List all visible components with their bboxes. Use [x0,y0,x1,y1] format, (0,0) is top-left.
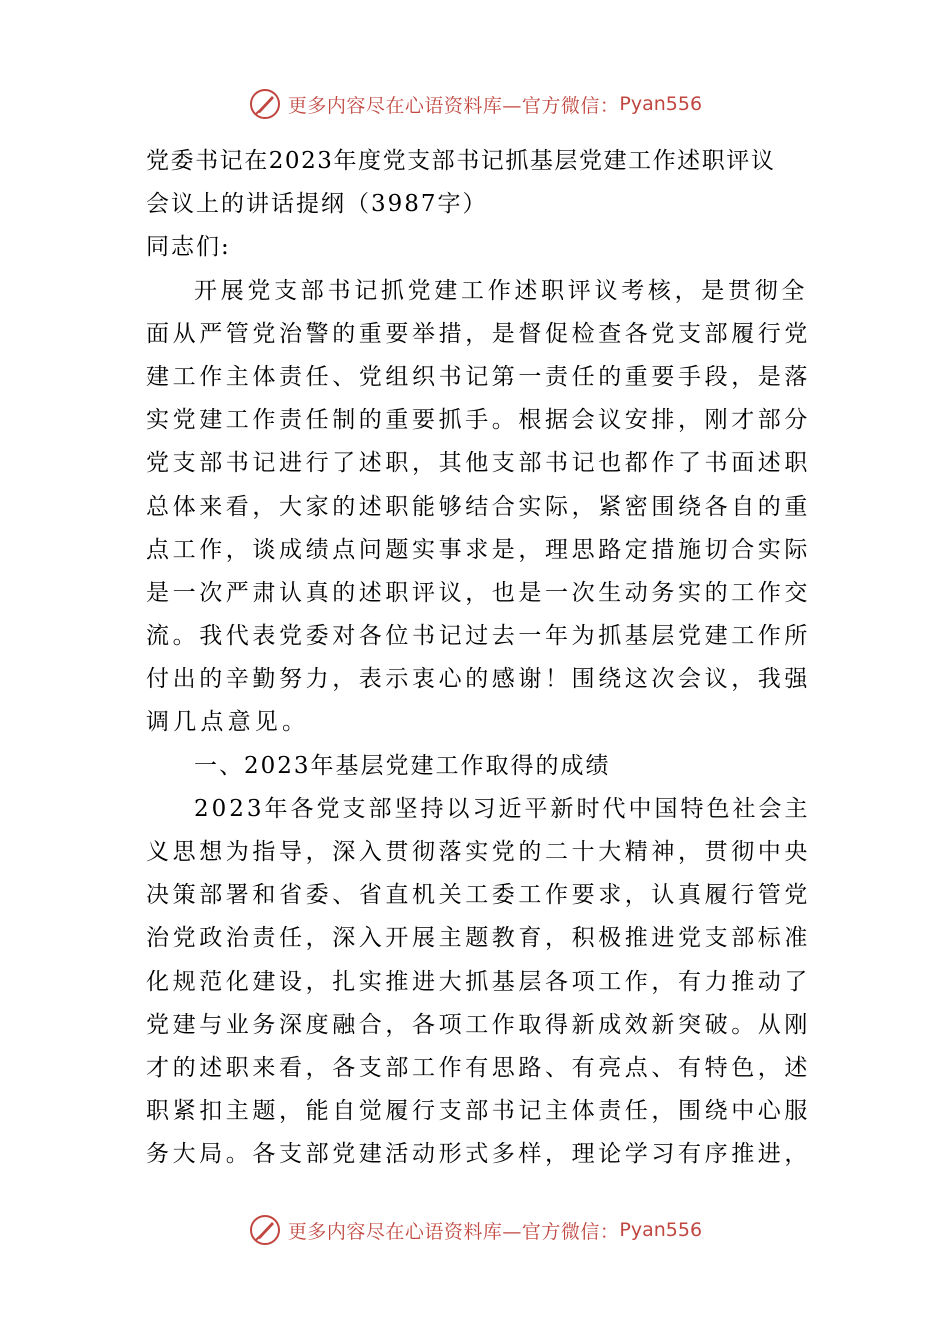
paragraph-1 [146,270,812,745]
paragraph-line [146,658,812,701]
paragraph-line [146,961,812,1004]
paragraph-line [146,572,812,615]
salutation [146,226,812,269]
paragraph-line [146,313,812,356]
line-text: 党支部书记进行了述职，其他支部书记也都作了书面述职 [146,450,811,477]
paragraph-line [146,831,812,874]
line-text: 是一次严肃认真的述职评议，也是一次生动务实的工作交 [146,579,811,606]
paragraph-line [146,1090,812,1133]
line-text: 实党建工作责任制的重要抓手。根据会议安排，刚才部分 [146,407,811,434]
paragraph-line [146,356,812,399]
title-text: 会议上的讲话提纲（3987字） [146,191,488,218]
paragraph-line [146,1004,812,1047]
line-text: 面从严管党治警的重要举措，是督促检查各党支部履行党 [146,320,811,347]
line-text: 职紧扣主题，能自觉履行支部书记主体责任，围绕中心服 [146,1098,811,1125]
title-text: 党委书记在2023年度党支部书记抓基层党建工作述职评议 [146,148,776,174]
paragraph-line [146,874,812,917]
line-text: 建工作主体责任、党组织书记第一责任的重要手段，是落 [146,363,811,390]
line-text: 调几点意见。 [146,709,310,736]
document-body [146,140,812,1177]
quill-logo-icon [248,87,282,121]
line-text: 治党政治责任，深入开展主题教育，积极推进党支部标准 [146,925,811,952]
document-title-line-1 [146,140,812,183]
paragraph-line [146,615,812,658]
paragraph-line [146,917,812,960]
paragraph-line [146,788,812,831]
line-text: 流。我代表党委对各位书记过去一年为抓基层党建工作所 [146,623,811,650]
line-text: 化规范化建设，扎实推进大抓基层各项工作，有力推动了 [146,968,811,995]
paragraph-line [146,399,812,442]
line-text: 总体来看，大家的述职能够结合实际，紧密围绕各自的重 [146,493,811,520]
paragraph-line [146,270,812,313]
line-text: 才的述职来看，各支部工作有思路、有亮点、有特色，述 [146,1054,811,1081]
section-heading-1 [146,745,812,788]
watermark-banner-top [0,84,950,124]
watermark-text: 更多内容尽在心语资料库—官方微信： [287,94,620,117]
paragraph-line [146,1047,812,1090]
paragraph-line [146,486,812,529]
line-text: 开展党支部书记抓党建工作述职评议考核，是贯彻全 [194,277,809,304]
paragraph-line [146,701,812,744]
watermark-id: Pyan556 [619,1219,703,1241]
line-text: 2023年各党支部坚持以习近平新时代中国特色社会主 [194,795,811,822]
paragraph-line [146,1133,812,1176]
line-text: 决策部署和省委、省直机关工委工作要求，认真履行管党 [146,882,811,909]
watermark-banner-bottom [0,1210,950,1250]
line-text: 党建与业务深度融合，各项工作取得新成效新突破。从刚 [146,1011,811,1038]
line-text: 付出的辛勤努力，表示衷心的感谢！围绕这次会议，我强 [146,666,811,693]
watermark-text: 更多内容尽在心语资料库—官方微信： [287,1220,620,1243]
watermark-id: Pyan556 [619,93,703,115]
line-text: 义思想为指导，深入贯彻落实党的二十大精神，贯彻中央 [146,839,811,865]
document-title-line-2 [146,183,812,226]
paragraph-2 [146,788,812,1177]
line-text: 务大局。各支部党建活动形式多样，理论学习有序推进， [146,1141,811,1168]
paragraph-line [146,442,812,485]
salutation-text: 同志们: [146,234,231,261]
heading-text: 一、2023年基层党建工作取得的成绩 [194,752,611,779]
quill-logo-icon [248,1213,282,1247]
paragraph-line [146,529,812,572]
line-text: 点工作，谈成绩点问题实事求是，理思路定措施切合实际 [146,536,811,563]
